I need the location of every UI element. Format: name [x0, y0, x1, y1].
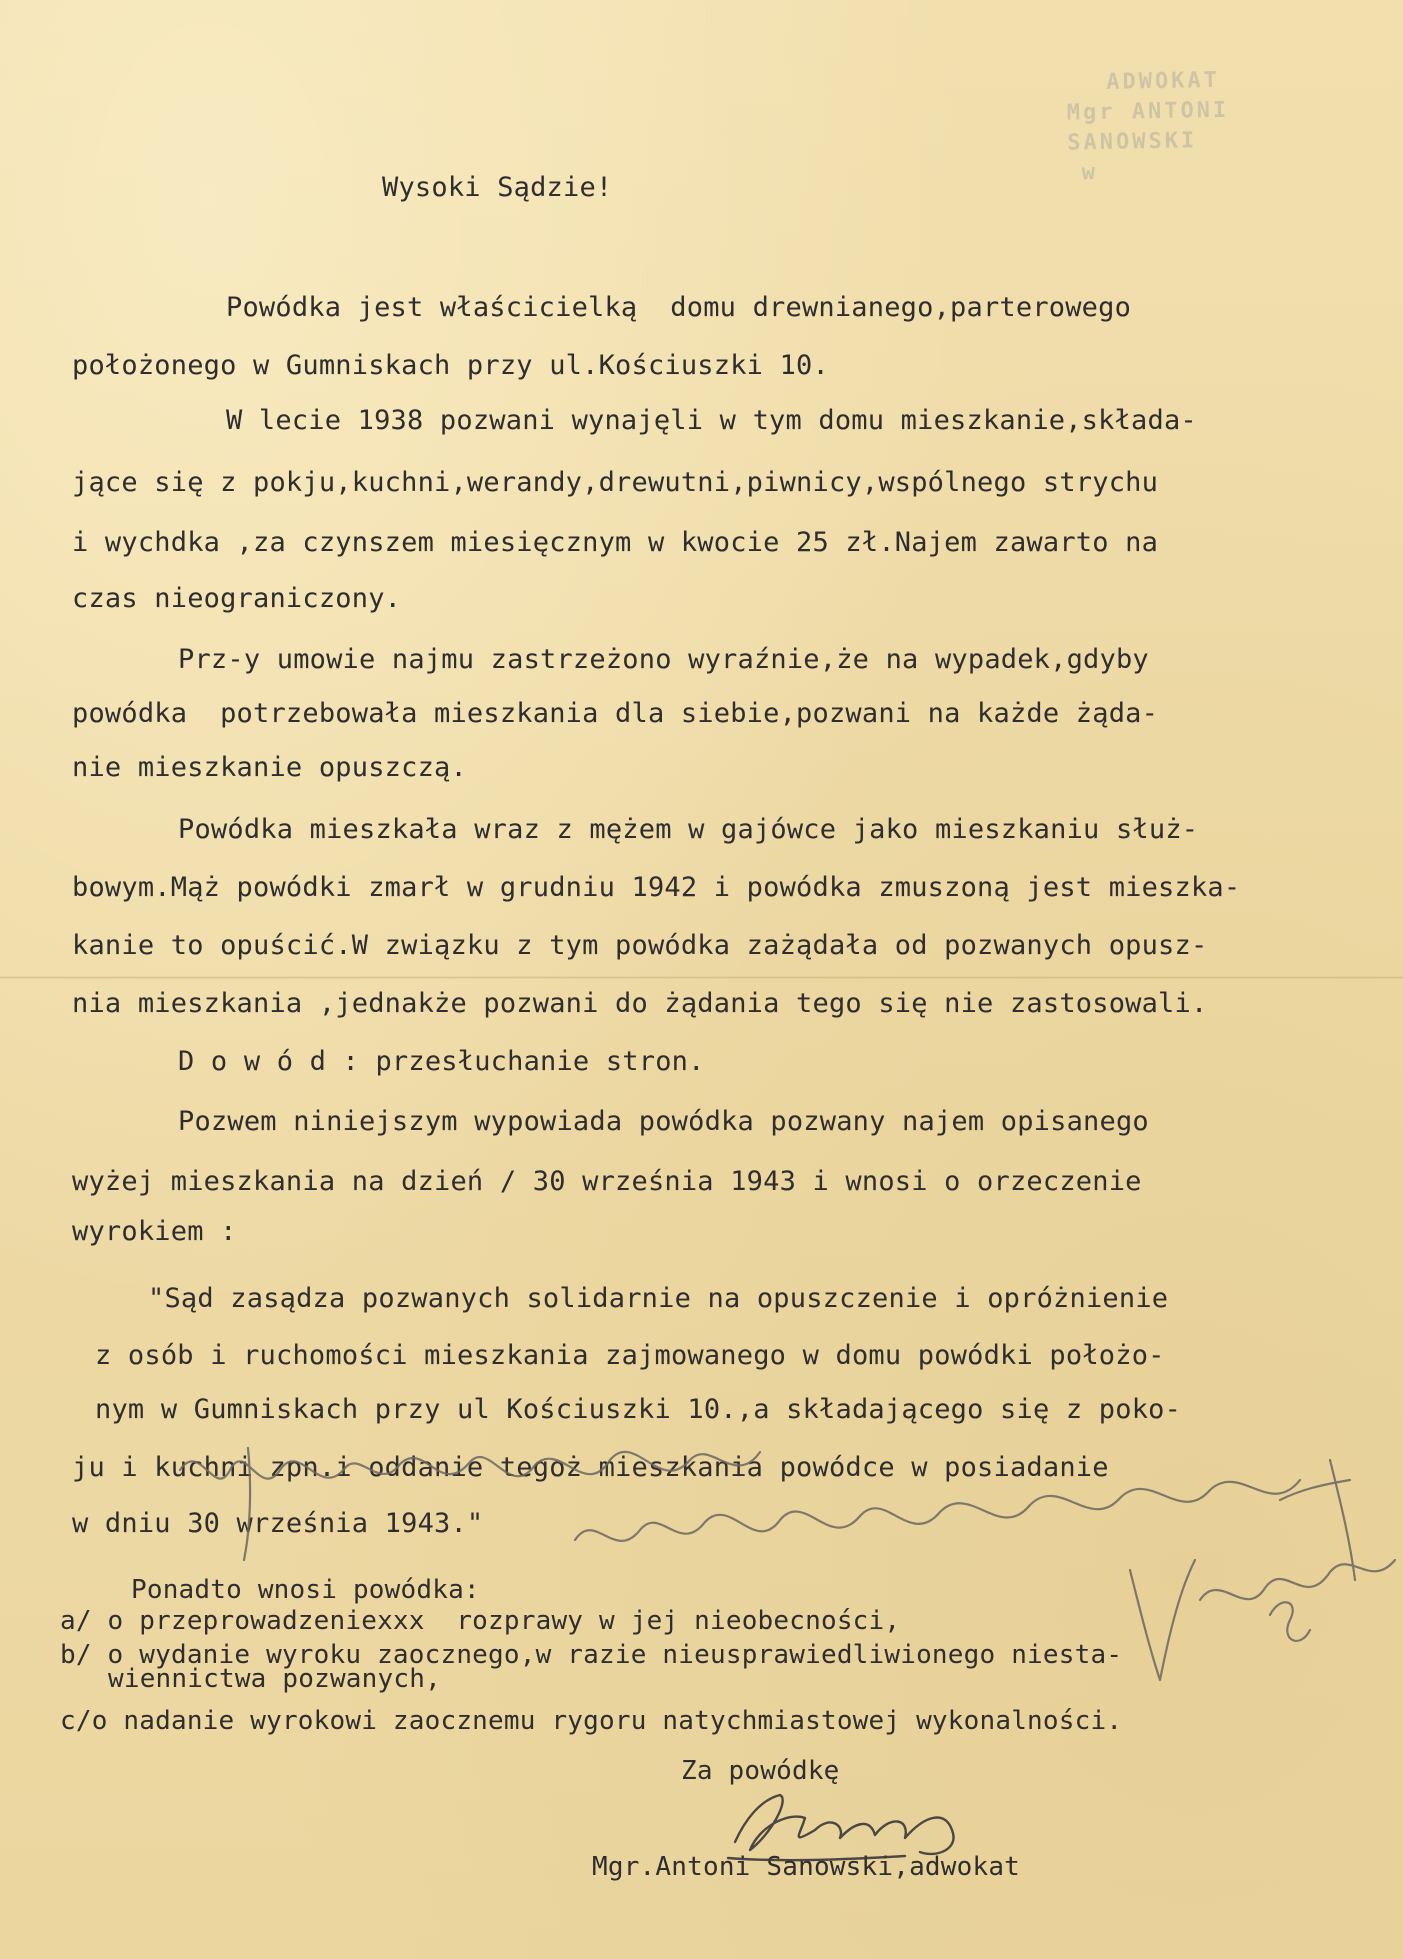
- pencil-scribble: [1270, 1602, 1310, 1641]
- text-line: i wychdka ,za czynszem miesięcznym w kwocie 25 zł.Najem zawarto na: [72, 527, 1159, 558]
- motion-item-b: b/ o wydanie wyroku zaocznego,w razie nieusprawiedliwionego niesta-: [60, 1640, 1123, 1670]
- text-line: czas nieograniczony.: [72, 583, 402, 614]
- verdict-line: z osób i ruchomości mieszkania zajmowanego w domu powódki położo-: [95, 1340, 1165, 1371]
- text-line: wyrokiem :: [72, 1216, 237, 1247]
- text-line: nie mieszkanie opuszczą.: [72, 752, 467, 783]
- text-line: W lecie 1938 pozwani wynajęli w tym domu mieszkanie,składa-: [226, 405, 1197, 436]
- stamp-line: w: [1081, 160, 1099, 186]
- pencil-scribble: [575, 1480, 1300, 1541]
- text-line: położonego w Gumniskach przy ul.Kościuszki 10.: [72, 350, 829, 381]
- text-line: nia mieszkania ,jednakże pozwani do żądania tego się nie zastosowali.: [72, 988, 1208, 1019]
- verdict-line: "Sąd zasądza pozwanych solidarnie na opuszczenie i opróżnienie: [148, 1283, 1169, 1314]
- verdict-line: nym w Gumniskach przy ul Kościuszki 10.,a składającego się z poko-: [95, 1394, 1182, 1425]
- pencil-scribble: [1280, 1460, 1355, 1580]
- text-line: wyżej mieszkania na dzień / 30 września 1943 i wnosi o orzeczenie: [72, 1166, 1142, 1197]
- verdict-line: w dniu 30 września 1943.": [72, 1508, 484, 1539]
- paper-fold: [0, 976, 1403, 979]
- pencil-scribble: [1130, 1560, 1395, 1680]
- evidence-line: D o w ó d : przesłuchanie stron.: [178, 1046, 705, 1077]
- motion-heading: Ponadto wnosi powódka:: [131, 1575, 480, 1605]
- closing: Za powódkę: [681, 1756, 840, 1786]
- signature-ink: [735, 1795, 954, 1854]
- lawyer-stamp: [1066, 63, 1368, 188]
- verdict-line: ju i kuchni zpn.i oddanie tegoż mieszkania powódce w posiadanie: [72, 1452, 1109, 1483]
- motion-item-a: a/ o przeprowadzeniexxx rozprawy w jej nieobecności,: [60, 1606, 901, 1636]
- text-line: Powódka jest właścicielką domu drewnianego,parterowego: [226, 292, 1132, 323]
- text-line: bowym.Mąż powódki zmarł w grudniu 1942 i powódka zmuszoną jest mieszka-: [72, 872, 1241, 903]
- stamp-line: Mgr ANTONI SANOWSKI: [1066, 97, 1230, 156]
- stamp-line: ADWOKAT: [1106, 67, 1221, 95]
- text-line: powódka potrzebowała mieszkania dla siebie,pozwani na każde żąda-: [72, 698, 1159, 729]
- signatory: Mgr.Antoni Sanowski,adwokat: [592, 1852, 1021, 1882]
- salutation: Wysoki Sądzie!: [382, 172, 613, 203]
- text-line: jące się z pokju,kuchni,werandy,drewutni,piwnicy,wspólnego strychu: [72, 467, 1159, 498]
- text-line: Powódka mieszkała wraz z mężem w gajówce jako mieszkaniu służ-: [178, 814, 1199, 845]
- motion-item-b-cont: wiennictwa pozwanych,: [108, 1664, 441, 1694]
- text-line: Prz-y umowie najmu zastrzeżono wyraźnie,że na wypadek,gdyby: [178, 644, 1149, 675]
- text-line: kanie to opuścić.W związku z tym powódka zażądała od pozwanych opusz-: [72, 930, 1208, 961]
- motion-item-c: c/o nadanie wyrokowi zaocznemu rygoru natychmiastowej wykonalności.: [60, 1706, 1123, 1736]
- text-line: Pozwem niniejszym wypowiada powódka pozwany najem opisanego: [178, 1106, 1149, 1137]
